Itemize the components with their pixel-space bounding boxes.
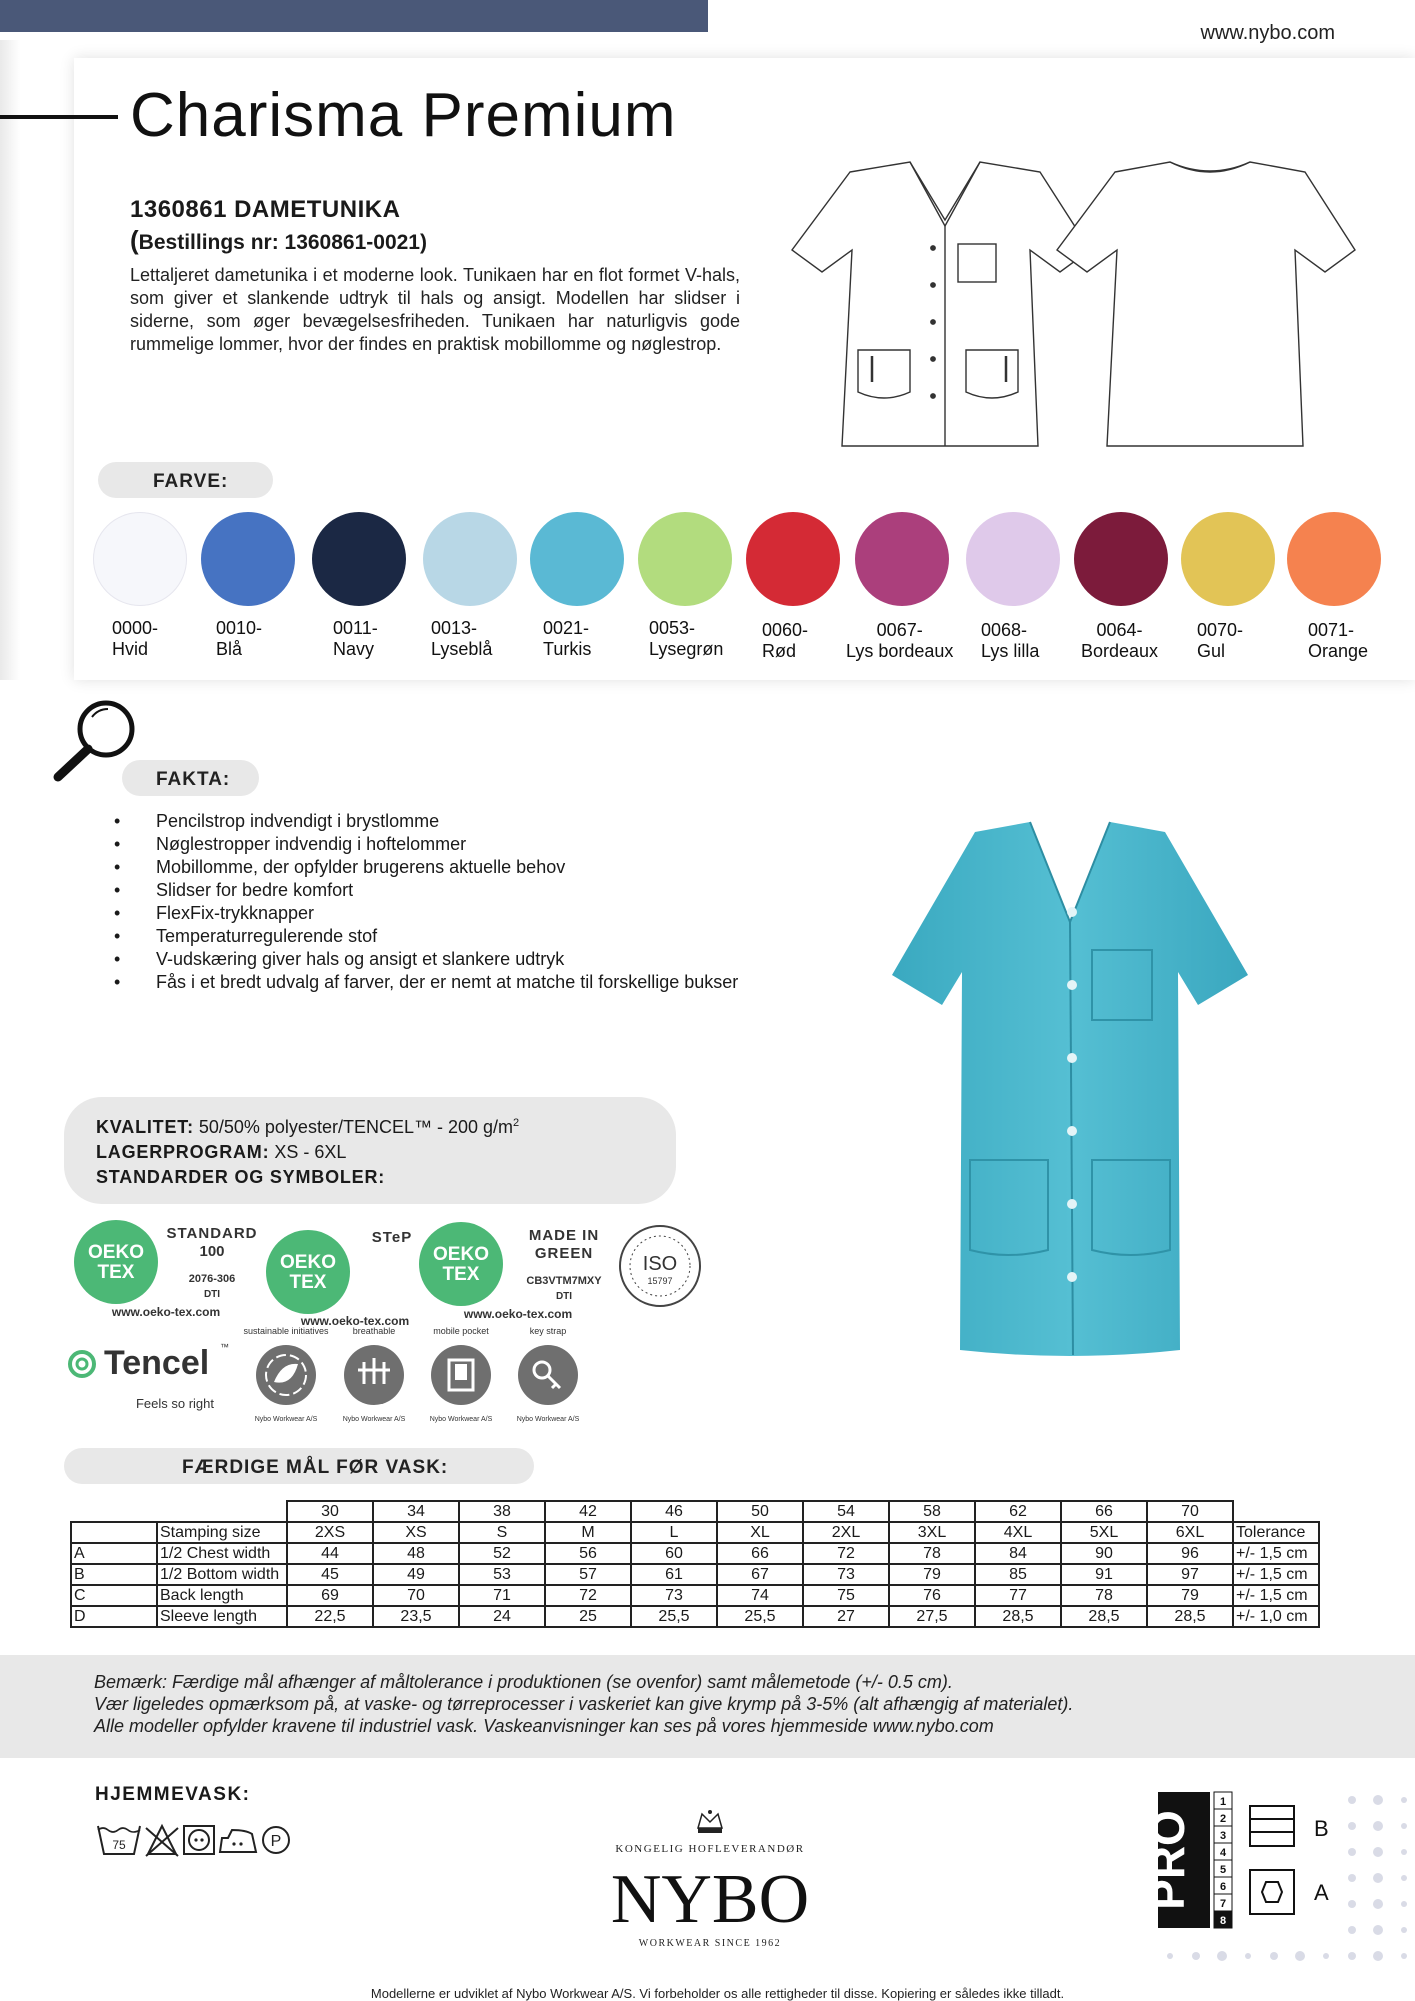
numeric-size-cell: 46 <box>631 1501 717 1522</box>
color-code: 0013- <box>431 618 478 638</box>
color-swatch[interactable] <box>746 512 840 606</box>
measure-value: 24 <box>459 1606 545 1627</box>
pro-level-number: 2 <box>1219 1813 1227 1825</box>
stock-value: XS - 6XL <box>269 1142 347 1162</box>
measure-value: 72 <box>803 1543 889 1564</box>
table-row <box>71 1585 1319 1606</box>
color-name: Gul <box>1197 641 1226 661</box>
std100-title-line2: 100 <box>199 1243 225 1260</box>
color-swatch[interactable] <box>855 512 949 606</box>
top-color-bar <box>0 0 708 32</box>
pro-level-number: 5 <box>1219 1864 1227 1876</box>
sustainable-icon <box>243 1326 329 1423</box>
oeko-url-1: www.oeko-tex.com <box>111 1305 221 1319</box>
table-row <box>71 1501 1319 1522</box>
measure-value: 28,5 <box>1147 1606 1233 1627</box>
color-name: Lyseblå <box>431 639 493 659</box>
measure-value: 78 <box>1061 1585 1147 1606</box>
decorative-dot <box>1373 1821 1383 1831</box>
decorative-dot <box>1401 1849 1407 1855</box>
fact-item: • Temperaturregulerende stof <box>112 925 738 948</box>
table-blank-cell <box>1233 1501 1319 1522</box>
color-swatch[interactable] <box>1287 512 1381 606</box>
color-name: Lys lilla <box>981 641 1040 661</box>
color-name: Bordeaux <box>1081 641 1159 661</box>
color-label <box>112 618 158 660</box>
fact-item: • Mobillomme, der opfylder brugerens aktuelle behov <box>112 856 738 879</box>
brand-name: NYBO <box>610 1861 810 1938</box>
numeric-size-cell: 62 <box>975 1501 1061 1522</box>
royal-supplier-tagline: KONGELIG HOFLEVERANDØR <box>615 1843 805 1855</box>
stamping-size-cell: M <box>545 1522 631 1543</box>
iron-icon <box>220 1830 256 1852</box>
table-empty-cell <box>71 1522 157 1543</box>
back-view-sketch <box>1057 162 1355 446</box>
measure-letter: C <box>71 1585 157 1606</box>
pro-level-number: 8 <box>1219 1915 1227 1927</box>
numeric-size-cell: 34 <box>373 1501 459 1522</box>
home-wash-heading: HJEMMEVASK: <box>95 1784 251 1805</box>
order-number <box>130 225 427 256</box>
oeko-brand-line2: TEX <box>97 1262 135 1283</box>
decorative-dot <box>1323 1953 1329 1959</box>
step-oeko-line1: OEKO <box>280 1252 336 1273</box>
measure-value: 45 <box>287 1564 373 1585</box>
quality-sup: 2 <box>513 1117 520 1129</box>
oeko-tex-step-badge <box>266 1229 412 1328</box>
color-label <box>762 620 808 662</box>
measure-value: 79 <box>889 1564 975 1585</box>
stamping-size-cell: L <box>631 1522 717 1543</box>
color-code: 0064- <box>1096 620 1143 640</box>
std100-title-line1: STANDARD <box>166 1225 258 1242</box>
stock-label: LAGERPROGRAM: <box>96 1142 270 1162</box>
table-blank-cell <box>157 1501 287 1522</box>
decorative-dot <box>1373 1847 1383 1857</box>
fact-item: • V-udskæring giver hals og ansigt et slankere udtryk <box>112 948 738 971</box>
no-bleach-icon <box>146 1826 178 1856</box>
key-strap-icon <box>517 1326 580 1423</box>
measure-value: 97 <box>1147 1564 1233 1585</box>
fact-item: • Pencilstrop indvendigt i brystlomme <box>112 810 738 833</box>
measure-letter: A <box>71 1543 157 1564</box>
quality-value: 50/50% polyester/TENCEL™ - 200 g/m <box>193 1117 513 1137</box>
pro-marker-a: A <box>1314 1880 1329 1905</box>
table-row <box>71 1522 1319 1543</box>
color-code: 0010- <box>216 618 263 638</box>
tolerance-header: Tolerance <box>1233 1522 1319 1543</box>
technical-sketch <box>770 160 1360 450</box>
color-swatch[interactable] <box>93 512 187 606</box>
fact-item: • Fås i et bredt udvalg af farver, der er nemt at matche til forskellige bukser <box>112 971 738 994</box>
title-rule <box>0 115 118 119</box>
color-name: Orange <box>1308 641 1369 661</box>
decorative-dot <box>1348 1848 1356 1856</box>
measure-letter: D <box>71 1606 157 1627</box>
pro-label: PRO <box>1142 1810 1194 1910</box>
numeric-size-cell: 42 <box>545 1501 631 1522</box>
pro-level-number: 3 <box>1219 1830 1227 1842</box>
color-swatch[interactable] <box>966 512 1060 606</box>
measure-value: 91 <box>1061 1564 1147 1585</box>
color-label <box>543 618 591 660</box>
stamping-size-cell: 4XL <box>975 1522 1061 1543</box>
b-level-icon <box>1250 1806 1294 1846</box>
std100-code: 2076-306 <box>188 1273 236 1285</box>
icon-label-breathable: breathable <box>352 1326 396 1336</box>
decorative-dot <box>1401 1901 1407 1907</box>
front-view-sketch <box>792 162 1090 446</box>
icon-label-sustainable: sustainable initiatives <box>243 1326 329 1336</box>
facts-heading: FAKTA: <box>122 760 259 796</box>
decorative-dot <box>1348 1926 1356 1934</box>
measure-value: 96 <box>1147 1543 1233 1564</box>
size-table <box>70 1500 1320 1628</box>
measure-value: 79 <box>1147 1585 1233 1606</box>
note-band <box>0 1655 1415 1758</box>
color-swatch[interactable] <box>312 512 406 606</box>
table-row <box>71 1564 1319 1585</box>
color-name: Hvid <box>112 639 149 659</box>
fact-item: • Slidser for bedre komfort <box>112 879 738 902</box>
decorative-dot <box>1401 1953 1407 1959</box>
oeko-url-2: www.oeko-tex.com <box>300 1314 410 1328</box>
quality-label: KVALITET: <box>96 1117 194 1137</box>
professional-clean-icon <box>263 1827 289 1853</box>
tencel-logo <box>70 1342 229 1411</box>
measure-value: 22,5 <box>287 1606 373 1627</box>
numeric-size-cell: 30 <box>287 1501 373 1522</box>
color-name: Lysegrøn <box>649 639 724 659</box>
measure-value: 48 <box>373 1543 459 1564</box>
stamping-size-cell: 2XL <box>803 1522 889 1543</box>
measure-name: Back length <box>157 1585 287 1606</box>
measure-value: 75 <box>803 1585 889 1606</box>
color-code: 0070- <box>1197 620 1244 640</box>
color-swatch[interactable] <box>530 512 624 606</box>
icon-footer-breathable: Nybo Workwear A/S <box>342 1416 406 1423</box>
measure-value: 23,5 <box>373 1606 459 1627</box>
measure-tolerance: +/- 1,0 cm <box>1233 1606 1319 1627</box>
color-code: 0021- <box>543 618 590 638</box>
fact-item: • Nøglestropper indvendig i hoftelommer <box>112 833 738 856</box>
product-photo <box>880 800 1260 1370</box>
size-table-heading: FÆRDIGE MÅL FØR VASK: <box>64 1448 534 1484</box>
measure-value: 74 <box>717 1585 803 1606</box>
measure-value: 27,5 <box>889 1606 975 1627</box>
stamping-size-cell: S <box>459 1522 545 1543</box>
decorative-dot <box>1348 1822 1356 1830</box>
tencel-name: Tencel <box>104 1344 210 1382</box>
decorative-dot <box>1373 1951 1383 1961</box>
green-oeko-line2: TEX <box>442 1264 480 1285</box>
measure-value: 78 <box>889 1543 975 1564</box>
green-code: CB3VTM7MXY <box>526 1275 602 1287</box>
measure-tolerance: +/- 1,5 cm <box>1233 1564 1319 1585</box>
color-code: 0067- <box>876 620 923 640</box>
color-label <box>649 618 723 660</box>
iso-number: 15797 <box>647 1276 673 1286</box>
stamping-size-cell: 3XL <box>889 1522 975 1543</box>
note-line: Vær ligeledes opmærksom på, at vaske- og tørreprocesser i vaskeriet kan give krymp på 3-5% (alt afhængig af materialet). <box>94 1694 1074 1714</box>
stamping-size-cell: XS <box>373 1522 459 1543</box>
icon-footer-key-strap: Nybo Workwear A/S <box>516 1416 580 1423</box>
measure-value: 85 <box>975 1564 1061 1585</box>
decorative-dot <box>1401 1927 1407 1933</box>
std100-institute: DTI <box>203 1289 221 1300</box>
measure-value: 28,5 <box>975 1606 1061 1627</box>
measure-value: 44 <box>287 1543 373 1564</box>
measure-value: 49 <box>373 1564 459 1585</box>
color-name: Blå <box>216 639 243 659</box>
numeric-size-cell: 50 <box>717 1501 803 1522</box>
stamping-size-cell: XL <box>717 1522 803 1543</box>
icon-label-mobile-pocket: mobile pocket <box>433 1326 489 1336</box>
quality-line <box>96 1111 676 1140</box>
measure-value: 90 <box>1061 1543 1147 1564</box>
measure-value: 27 <box>803 1606 889 1627</box>
iso-15797-badge <box>620 1226 700 1306</box>
standards-label: STANDARDER OG SYMBOLER: <box>96 1167 386 1187</box>
pro-level-number: 7 <box>1219 1898 1227 1910</box>
tencel-tagline: Feels so right <box>135 1396 215 1411</box>
color-swatch[interactable] <box>638 512 732 606</box>
oeko-url-3: www.oeko-tex.com <box>463 1307 573 1321</box>
color-code: 0000- <box>112 618 159 638</box>
stock-line <box>96 1140 676 1165</box>
product-description: Lettaljeret dametunika i et moderne look. Tunikaen har en flot formet V-hals, som giver et slankende udtryk til hals og ansigt. Modellen har slidser i siderne, som øger bevægelsesfriheden. Tunikaen har naturligvis gode rummelige lommer, hvor der findes en praktisk mobillomme og nøglestrop. <box>130 265 740 354</box>
decorative-dot <box>1348 1900 1356 1908</box>
left-edge-shadow <box>0 40 20 680</box>
measure-value: 70 <box>373 1585 459 1606</box>
color-code: 0068- <box>981 620 1028 640</box>
color-name: Navy <box>333 639 375 659</box>
decorative-dot <box>1348 1874 1356 1882</box>
measure-value: 52 <box>459 1543 545 1564</box>
professional-symbol: P <box>270 1833 282 1850</box>
color-label <box>431 618 492 660</box>
decorative-dot <box>1373 1899 1383 1909</box>
measure-value: 25 <box>545 1606 631 1627</box>
table-row <box>71 1543 1319 1564</box>
measure-name: Sleeve length <box>157 1606 287 1627</box>
nybo-logo <box>580 1808 840 1958</box>
measure-letter: B <box>71 1564 157 1585</box>
color-code: 0011- <box>333 618 378 638</box>
numeric-size-cell: 58 <box>889 1501 975 1522</box>
decorative-dot <box>1348 1952 1356 1960</box>
standards-line <box>96 1165 676 1190</box>
mobile-pocket-icon <box>430 1326 493 1423</box>
stamping-size-cell: 2XS <box>287 1522 373 1543</box>
color-label <box>1081 620 1158 662</box>
icon-footer-mobile-pocket: Nybo Workwear A/S <box>429 1416 493 1423</box>
measure-name: 1/2 Chest width <box>157 1543 287 1564</box>
measure-value: 56 <box>545 1543 631 1564</box>
color-name: Rød <box>762 641 797 661</box>
decorative-dot <box>1295 1951 1305 1961</box>
wash-temperature: 75 <box>112 1838 126 1852</box>
color-heading: FARVE: <box>98 462 273 498</box>
product-title: Charisma Premium <box>130 81 677 150</box>
tencel-tm: ™ <box>220 1342 229 1352</box>
certification-badges <box>60 1212 710 1442</box>
numeric-size-cell: 38 <box>459 1501 545 1522</box>
decorative-dot <box>1167 1953 1173 1959</box>
measure-value: 71 <box>459 1585 545 1606</box>
step-title: STeP <box>371 1229 413 1246</box>
measure-value: 28,5 <box>1061 1606 1147 1627</box>
table-blank-cell <box>71 1501 157 1522</box>
tumble-dry-icon <box>184 1826 214 1854</box>
icon-footer-sustainable: Nybo Workwear A/S <box>254 1416 318 1423</box>
measure-value: 25,5 <box>717 1606 803 1627</box>
decorative-dot <box>1270 1952 1278 1960</box>
measure-value: 57 <box>545 1564 631 1585</box>
decorative-dot <box>1192 1952 1200 1960</box>
stamping-size-cell: 5XL <box>1061 1522 1147 1543</box>
pro-marker-b: B <box>1314 1816 1329 1841</box>
color-code: 0071- <box>1308 620 1355 640</box>
color-swatch[interactable] <box>1074 512 1168 606</box>
color-swatch[interactable] <box>423 512 517 606</box>
decorative-dot <box>1348 1796 1356 1804</box>
product-number: 1360861 DAMETUNIKA <box>130 196 401 223</box>
crown-icon <box>698 1810 722 1833</box>
green-institute: DTI <box>555 1291 573 1302</box>
website-url[interactable]: www.nybo.com <box>1200 22 1335 44</box>
color-name: Lys bordeaux <box>846 641 954 661</box>
measure-value: 73 <box>803 1564 889 1585</box>
fact-item: • FlexFix-trykknapper <box>112 902 738 925</box>
decorative-dot <box>1373 1925 1383 1935</box>
measure-value: 84 <box>975 1543 1061 1564</box>
color-name: Turkis <box>543 639 592 659</box>
green-title-line1: MADE IN <box>528 1227 600 1244</box>
pro-level-scale <box>1214 1792 1232 1928</box>
order-paren: ( <box>130 225 139 255</box>
measure-value: 53 <box>459 1564 545 1585</box>
order-number-text: Bestillings nr: 1360861-0021) <box>138 231 427 254</box>
color-label <box>1308 620 1368 662</box>
step-oeko-line2: TEX <box>289 1272 327 1293</box>
color-label <box>981 620 1039 662</box>
decorative-dot <box>1245 1953 1251 1959</box>
quality-info-box <box>64 1097 676 1204</box>
pro-level-number: 1 <box>1219 1796 1227 1808</box>
brand-since: WORKWEAR SINCE 1962 <box>638 1938 782 1949</box>
measure-value: 61 <box>631 1564 717 1585</box>
color-label <box>333 618 378 660</box>
note-line: Alle modeller opfylder kravene til industriel vask. Vaskeanvisninger kan ses på vores hjemmeside www.nybo.com <box>94 1716 994 1736</box>
measure-tolerance: +/- 1,5 cm <box>1233 1543 1319 1564</box>
stamping-size-label: Stamping size <box>157 1522 287 1543</box>
wash-75-icon <box>98 1826 140 1854</box>
pro-level-number: 4 <box>1219 1847 1227 1859</box>
decorative-dot <box>1401 1823 1407 1829</box>
oeko-tex-standard-100-badge <box>74 1220 258 1319</box>
numeric-size-cell: 70 <box>1147 1501 1233 1522</box>
pro-badge <box>1142 1790 1338 1930</box>
measure-value: 73 <box>631 1585 717 1606</box>
measure-value: 25,5 <box>631 1606 717 1627</box>
color-code: 0053- <box>649 618 696 638</box>
measure-value: 72 <box>545 1585 631 1606</box>
numeric-size-cell: 66 <box>1061 1501 1147 1522</box>
color-code: 0060- <box>762 620 809 640</box>
measure-tolerance: +/- 1,5 cm <box>1233 1585 1319 1606</box>
iso-label: ISO <box>642 1253 678 1275</box>
decorative-dot <box>1373 1873 1383 1883</box>
measure-value: 67 <box>717 1564 803 1585</box>
breathable-icon <box>343 1326 406 1423</box>
decorative-dot <box>1401 1875 1407 1881</box>
numeric-size-cell: 54 <box>803 1501 889 1522</box>
decorative-dot <box>1401 1797 1407 1803</box>
measure-value: 69 <box>287 1585 373 1606</box>
measure-value: 77 <box>975 1585 1061 1606</box>
measure-name: 1/2 Bottom width <box>157 1564 287 1585</box>
decorative-dot <box>1373 1795 1383 1805</box>
table-row <box>71 1606 1319 1627</box>
a-level-icon <box>1250 1870 1294 1914</box>
made-in-green-badge <box>419 1222 602 1321</box>
color-label <box>216 618 262 660</box>
oeko-brand-line1: OEKO <box>88 1242 144 1263</box>
icon-label-key-strap: key strap <box>529 1326 567 1336</box>
facts-list <box>112 810 738 994</box>
decorative-dot <box>1217 1951 1227 1961</box>
measure-value: 66 <box>717 1543 803 1564</box>
measure-value: 60 <box>631 1543 717 1564</box>
color-swatch[interactable] <box>1181 512 1275 606</box>
copyright-footer: Modellerne er udviklet af Nybo Workwear A/S. Vi forbeholder os alle rettigheder til disse. Kopiering er således ikke tilladt. <box>370 1986 1065 2001</box>
note-line: Bemærk: Færdige mål afhænger af måltolerance i produktionen (se ovenfor) samt målemetode (+/- 0.5 cm). <box>94 1672 953 1692</box>
pro-level-number: 6 <box>1219 1881 1227 1893</box>
color-label <box>846 620 953 662</box>
color-swatch[interactable] <box>201 512 295 606</box>
color-label <box>1197 620 1243 662</box>
measure-value: 76 <box>889 1585 975 1606</box>
stamping-size-cell: 6XL <box>1147 1522 1233 1543</box>
green-title-line2: GREEN <box>534 1245 594 1262</box>
care-symbols <box>96 1820 316 1858</box>
green-oeko-line1: OEKO <box>433 1244 489 1265</box>
